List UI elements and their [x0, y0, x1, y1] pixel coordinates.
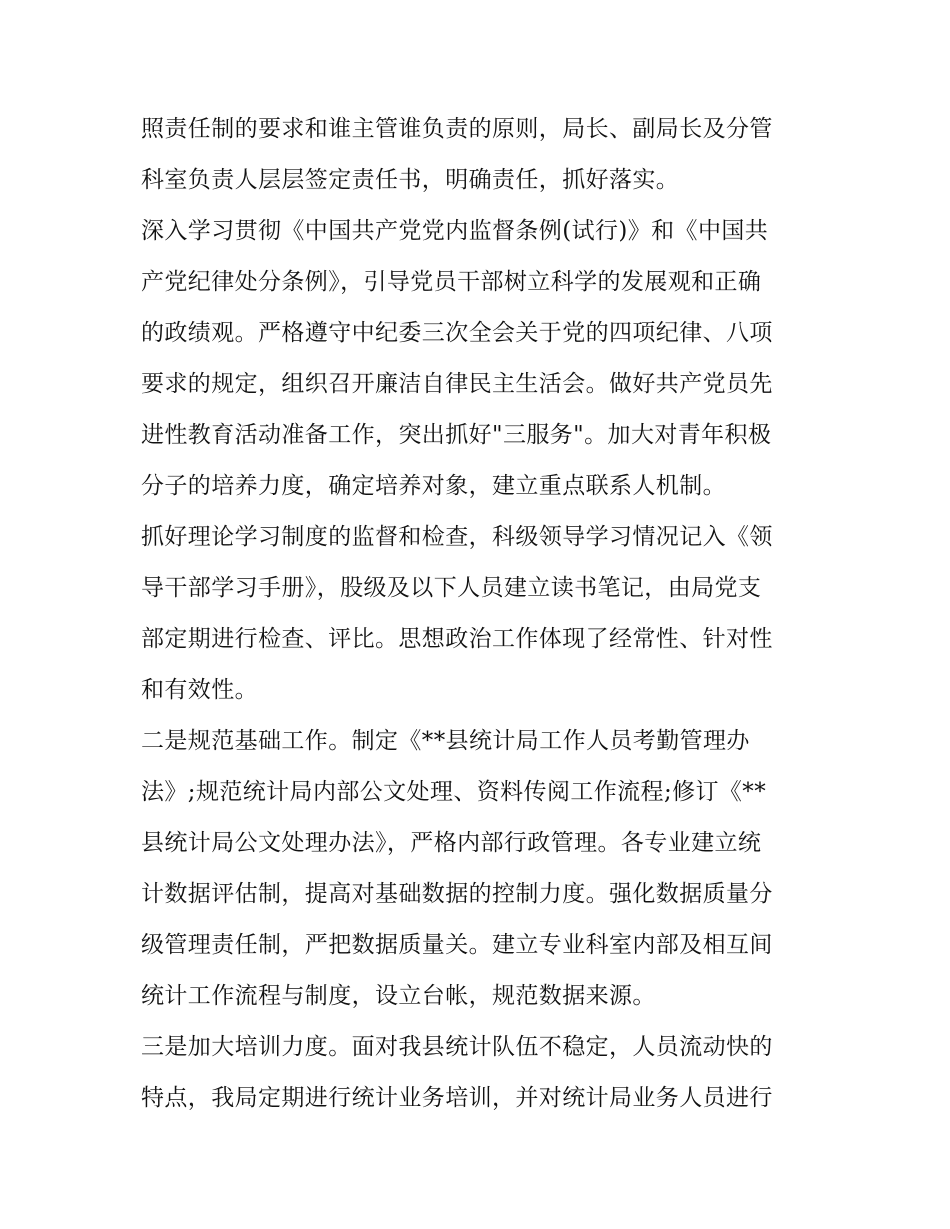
text-line: 二是规范基础工作。制定《**县统计局工作人员考勤管理办: [141, 728, 750, 754]
text-line: 三是加大培训力度。面对我县统计队伍不稳定，人员流动快的: [141, 1034, 773, 1060]
text-line: 部定期进行检查、评比。思想政治工作体现了经常性、针对性: [141, 626, 773, 652]
text-line: 级管理责任制，严把数据质量关。建立专业科室内部及相互间: [141, 932, 773, 958]
text-line: 和有效性。: [141, 677, 258, 703]
text-line: 统计工作流程与制度，设立台帐，规范数据来源。: [141, 983, 656, 1009]
text-line: 照责任制的要求和谁主管谁负责的原则，局长、副局长及分管: [141, 116, 773, 142]
text-line: 分子的培养力度，确定培养对象，建立重点联系人机制。: [141, 473, 726, 499]
text-line: 法》;规范统计局内部公文处理、资料传阅工作流程;修订《**: [141, 779, 767, 805]
text-line: 的政绩观。严格遵守中纪委三次全会关于党的四项纪律、八项: [141, 320, 773, 346]
text-line: 计数据评估制，提高对基础数据的控制力度。强化数据质量分: [141, 881, 773, 907]
text-line: 特点，我局定期进行统计业务培训，并对统计局业务人员进行: [141, 1085, 773, 1111]
text-line: 抓好理论学习制度的监督和检查，科级领导学习情况记入《领: [141, 524, 773, 550]
text-line: 县统计局公文处理办法》，严格内部行政管理。各专业建立统: [141, 830, 762, 856]
text-line: 进性教育活动准备工作，突出抓好"三服务"。加大对青年积极: [141, 422, 772, 448]
text-line: 导干部学习手册》，股级及以下人员建立读书笔记，由局党支: [141, 575, 762, 601]
text-line: 产党纪律处分条例》，引导党员干部树立科学的发展观和正确: [141, 269, 762, 295]
text-line: 科室负责人层层签定责任书，明确责任，抓好落实。: [141, 167, 680, 193]
text-line: 深入学习贯彻《中国共产党党内监督条例(试行)》和《中国共: [141, 218, 769, 244]
text-line: 要求的规定，组织召开廉洁自律民主生活会。做好共产党员先: [141, 371, 773, 397]
